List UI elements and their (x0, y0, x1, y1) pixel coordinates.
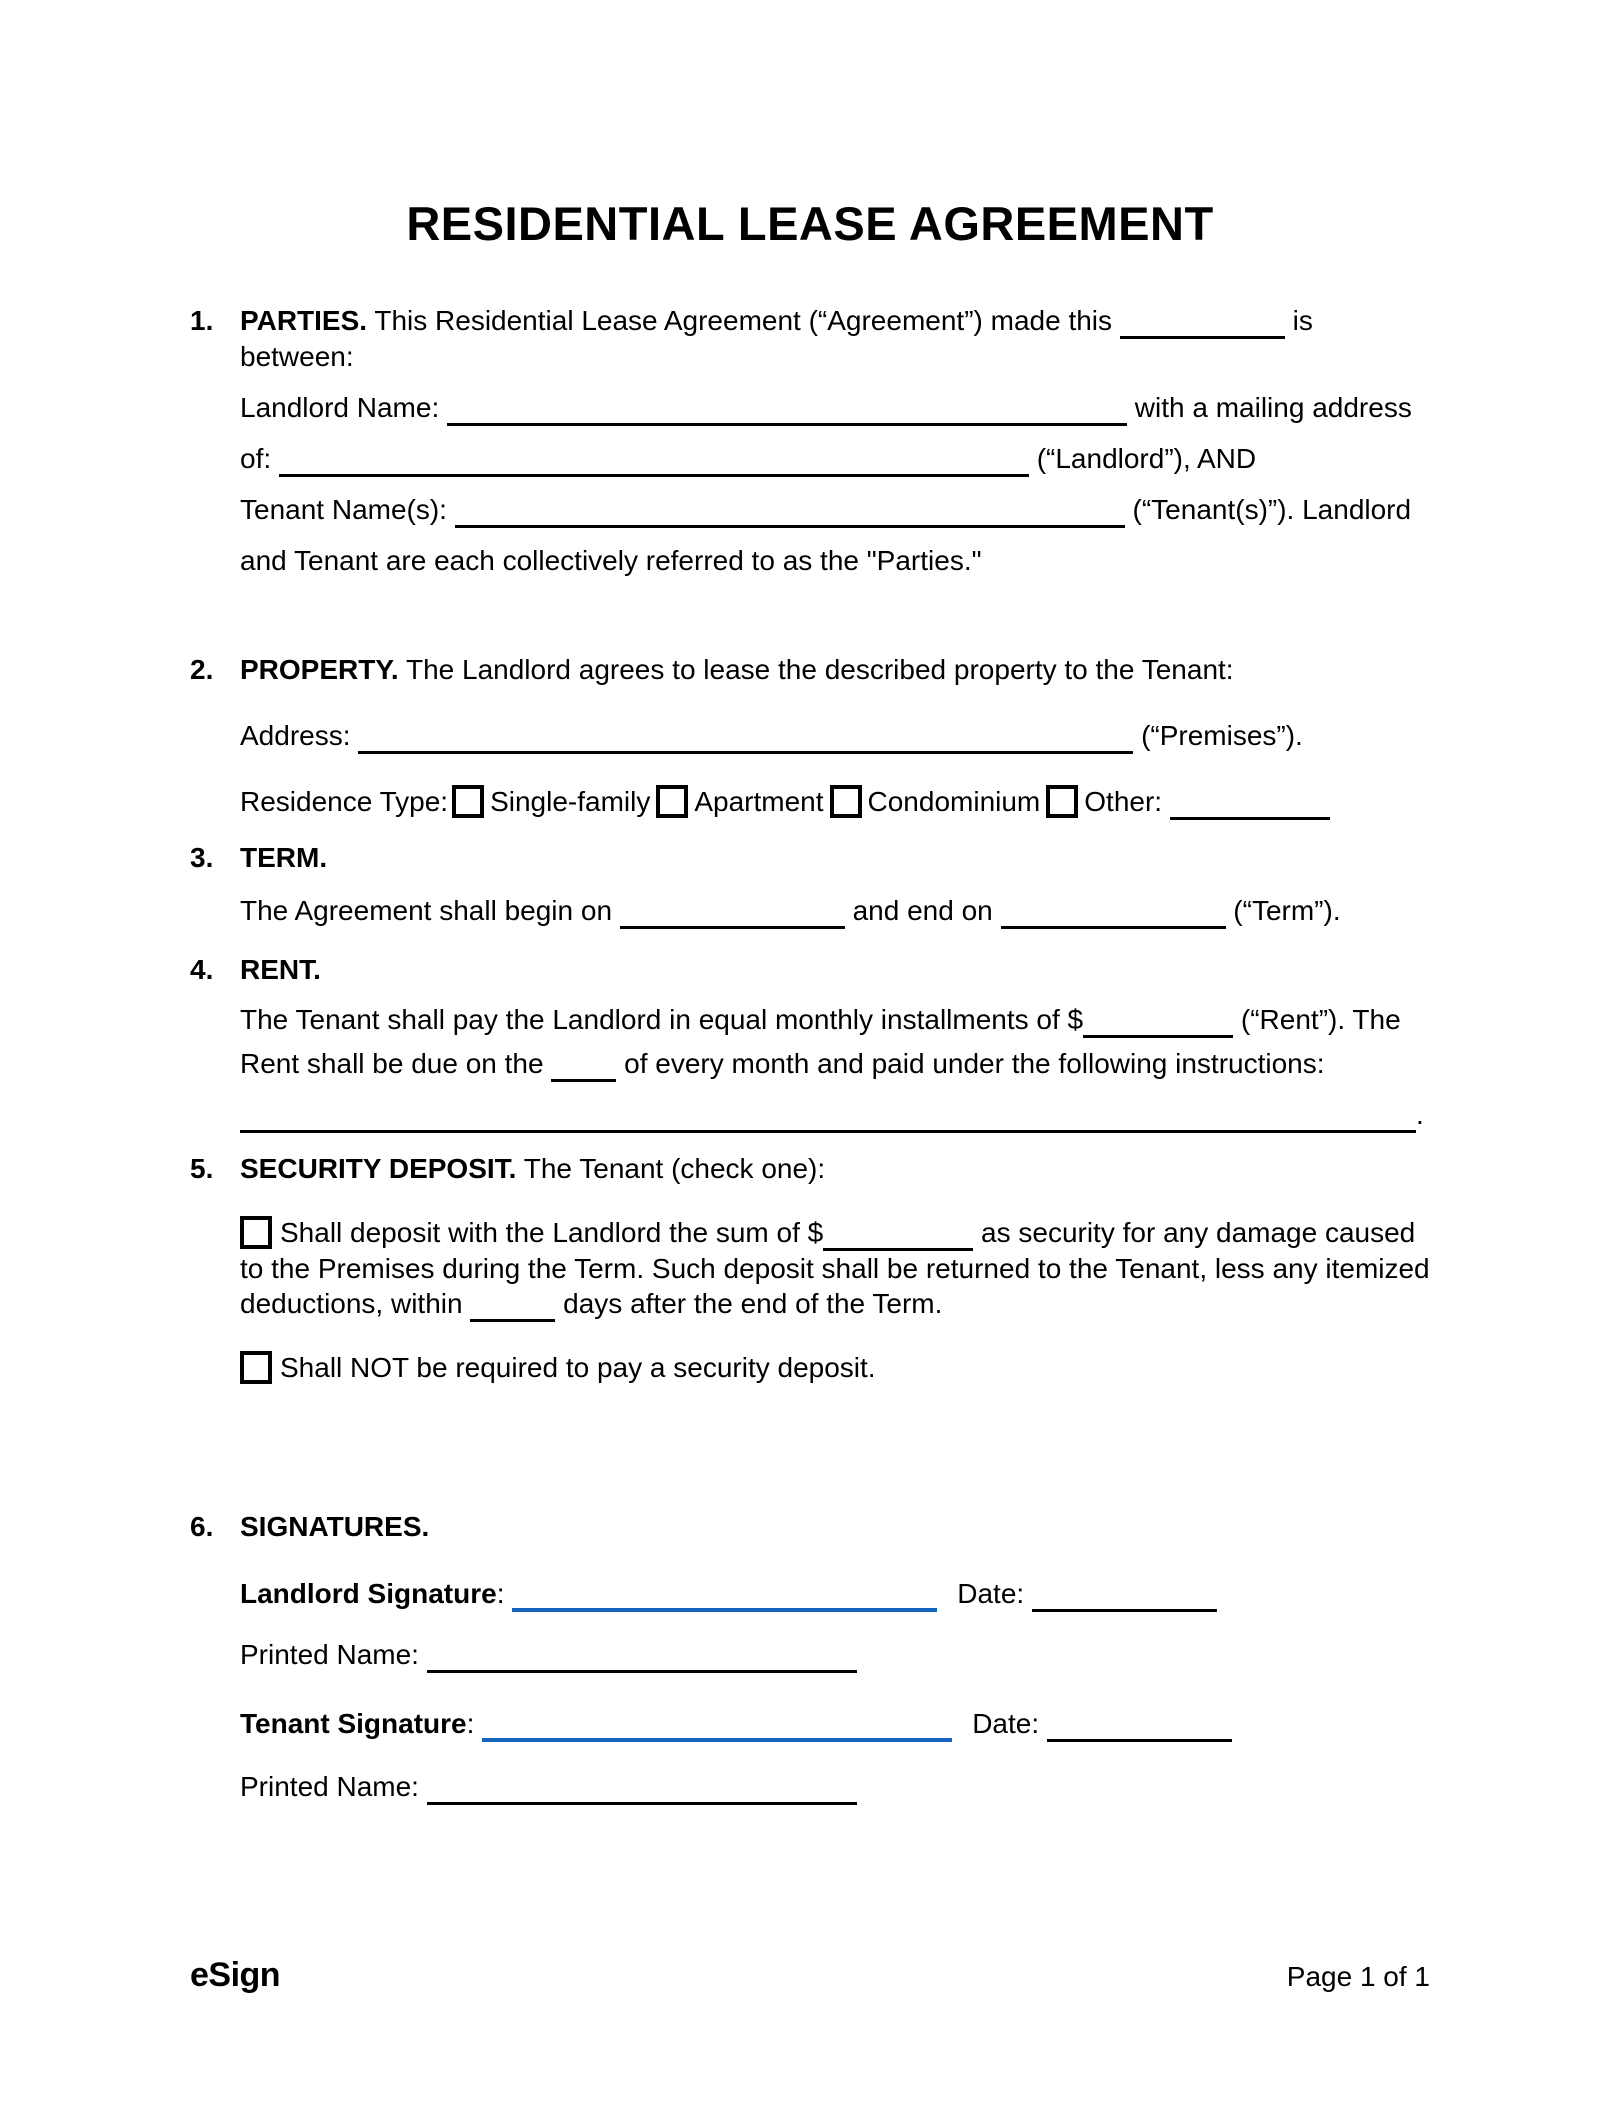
blank-deposit-amount[interactable] (823, 1226, 973, 1251)
section-parties (190, 303, 1430, 579)
blank-rent-due-day[interactable] (551, 1057, 616, 1082)
checkbox-apartment[interactable] (656, 785, 688, 818)
page-footer (190, 1956, 1430, 1995)
landlord-date-line[interactable] (1032, 1587, 1217, 1612)
section-number: 3. (190, 842, 214, 873)
no-deposit-option (240, 1350, 1430, 1386)
residence-option-single-family: Single-family (490, 786, 651, 817)
deposit-option1-line3: deductions, within (240, 1288, 463, 1319)
tenant-date-label: Date: (972, 1708, 1040, 1739)
tenant-signature-line[interactable] (482, 1716, 952, 1742)
blank-residence-other[interactable] (1170, 795, 1330, 820)
checkbox-condominium[interactable] (830, 785, 862, 818)
section-heading: SIGNATURES. (240, 1511, 430, 1542)
tenant-printed-name-label: Printed Name: (240, 1771, 419, 1802)
premises-suffix: (“Premises”). (1141, 720, 1303, 751)
deposit-option1-text: Shall deposit with the Landlord the sum of $ (280, 1217, 824, 1248)
section-rent (190, 952, 1430, 1133)
section-property (190, 652, 1430, 820)
section-heading: PROPERTY. (240, 654, 399, 685)
section-number: 4. (190, 954, 214, 985)
blank-property-address[interactable] (358, 729, 1133, 754)
tenant-date-line[interactable] (1047, 1717, 1232, 1742)
residence-option-apartment: Apartment (694, 786, 824, 817)
deposit-option1-line3-end: days after the end of the Term. (563, 1288, 943, 1319)
landlord-date-label: Date: (957, 1578, 1025, 1609)
section-number: 1. (190, 305, 214, 336)
blank-term-end-date[interactable] (1001, 904, 1226, 929)
section-heading: TERM. (240, 842, 328, 873)
checkbox-other[interactable] (1046, 785, 1078, 818)
residence-type-label: Residence Type: (240, 786, 449, 817)
landlord-signature-label: Landlord Signature (240, 1578, 497, 1609)
parties-closing-text: and Tenant are each collectively referred to as the "Parties." (240, 545, 982, 576)
landlord-signature-line[interactable] (512, 1586, 937, 1612)
parties-intro-text: This Residential Lease Agreement (“Agreement”) made this (374, 305, 1113, 336)
section-heading: SECURITY DEPOSIT. (240, 1153, 517, 1184)
deposit-option1-text-end: as security for any damage caused (981, 1217, 1416, 1248)
label-colon: : (496, 1578, 505, 1609)
page-indicator: Page 1 of 1 (1286, 1961, 1430, 1992)
term-middle-text: and end on (852, 895, 993, 926)
rent-due-text: Rent shall be due on the (240, 1048, 544, 1079)
section-number: 2. (190, 654, 214, 685)
landlord-printed-name-line[interactable] (427, 1648, 857, 1673)
term-suffix: (“Term”). (1233, 895, 1341, 926)
tenant-name-label: Tenant Name(s): (240, 494, 447, 525)
checkbox-single-family[interactable] (452, 785, 484, 818)
section-number: 6. (190, 1511, 214, 1542)
landlord-name-label: Landlord Name: (240, 392, 440, 423)
property-heading-rest: The Landlord agrees to lease the described property to the Tenant: (405, 654, 1234, 685)
tenant-term-suffix: (“Tenant(s)”). Landlord (1132, 494, 1412, 525)
blank-tenant-name[interactable] (455, 503, 1125, 528)
section-signatures (190, 1509, 1430, 1805)
checkbox-deposit-required[interactable] (240, 1216, 272, 1249)
landlord-name-suffix: with a mailing address (1134, 392, 1412, 423)
deposit-option1-line2: to the Premises during the Term. Such deposit shall be returned to the Tenant, less any itemized (240, 1253, 1430, 1284)
tenant-signature-label: Tenant Signature (240, 1708, 467, 1739)
rent-instructions-text: of every month and paid under the following instructions: (624, 1048, 1325, 1079)
section-security-deposit (190, 1151, 1430, 1386)
parties-intro-end: is between: (240, 305, 1313, 372)
rent-amount-text: The Tenant shall pay the Landlord in equal monthly installments of $ (240, 1004, 1084, 1035)
tenant-printed-name-line[interactable] (427, 1780, 857, 1805)
rent-suffix-text: (“Rent”). The (1240, 1004, 1401, 1035)
blank-payment-instructions[interactable] (240, 1108, 1416, 1133)
mailing-address-label: of: (240, 443, 272, 474)
blank-agreement-date[interactable] (1120, 314, 1285, 339)
checkbox-no-deposit[interactable] (240, 1351, 272, 1384)
blank-landlord-name[interactable] (447, 401, 1127, 426)
residence-option-condominium: Condominium (867, 786, 1041, 817)
document-title: RESIDENTIAL LEASE AGREEMENT (406, 197, 1214, 250)
blank-term-start-date[interactable] (620, 904, 845, 929)
landlord-term-suffix: (“Landlord”), AND (1036, 443, 1257, 474)
blank-rent-amount[interactable] (1083, 1013, 1233, 1038)
section-number: 5. (190, 1153, 214, 1184)
deposit-required-option (240, 1215, 1430, 1322)
label-colon: : (466, 1708, 475, 1739)
section-heading: PARTIES. (240, 305, 368, 336)
esign-logo: eSign (190, 1956, 281, 1994)
section-heading: RENT. (240, 954, 321, 985)
blank-deposit-return-days[interactable] (470, 1297, 555, 1322)
section-term (190, 840, 1430, 929)
blank-landlord-address[interactable] (279, 452, 1029, 477)
landlord-printed-name-label: Printed Name: (240, 1639, 419, 1670)
security-heading-rest: The Tenant (check one): (523, 1153, 826, 1184)
term-begin-text: The Agreement shall begin on (240, 895, 613, 926)
rent-period: . (1416, 1099, 1424, 1130)
deposit-option2-text: Shall NOT be required to pay a security deposit. (280, 1352, 876, 1383)
address-label: Address: (240, 720, 351, 751)
residence-option-other: Other: (1084, 786, 1163, 817)
